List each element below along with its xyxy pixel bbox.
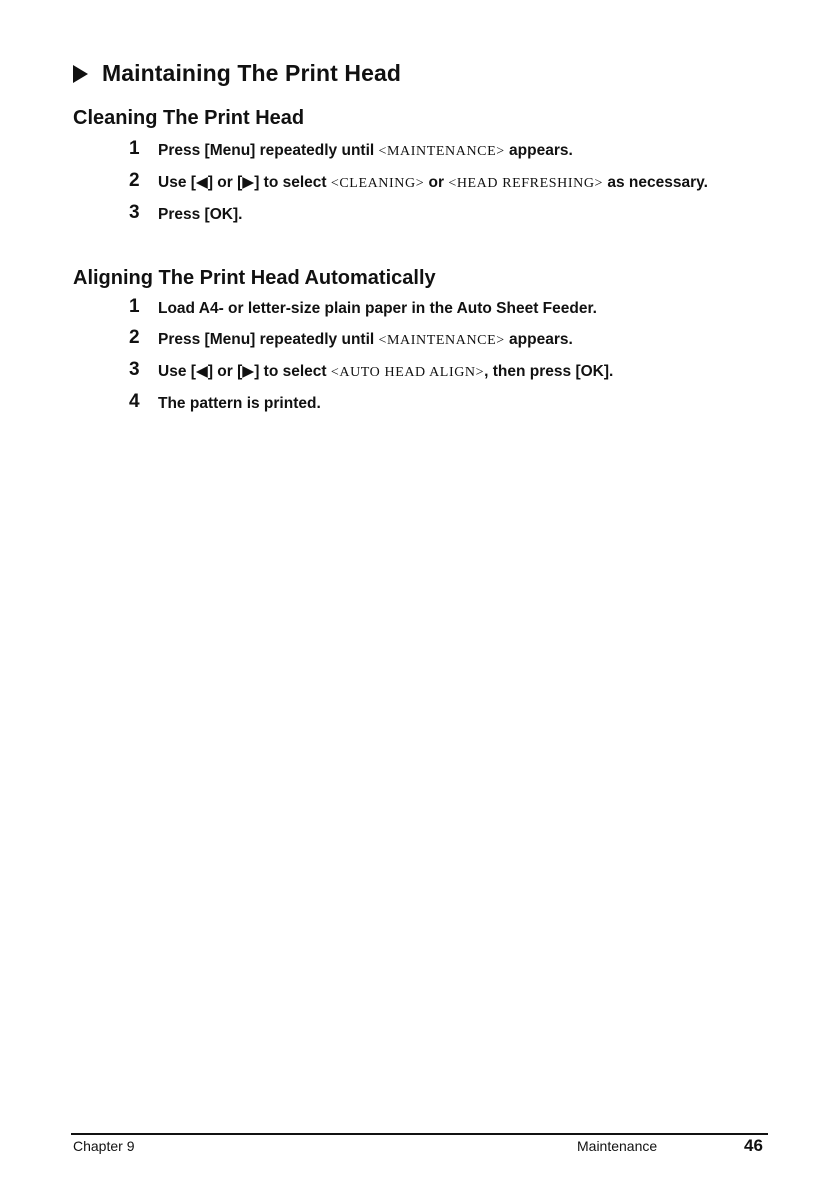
step-number: 2 [129,327,140,348]
step-number: 2 [129,170,140,191]
step-number: 1 [129,296,140,317]
section-title-cleaning: Cleaning The Print Head [73,107,305,129]
page-title-text: Maintaining The Print Head [102,60,402,86]
left-arrow-icon: ◀ [195,174,208,191]
lcd-message: <MAINTENANCE> [378,333,505,348]
footer-section: Maintenance [577,1138,658,1154]
step-item: 1 Load A4- or letter-size plain paper in the Auto Sheet Feeder. [129,296,597,317]
aligning-steps-list [0,298,838,424]
page-number: 46 [744,1136,763,1155]
step-item: 3 Use [◀] or [▶] to select <AUTO HEAD ALIGN>, then press [OK]. [129,359,614,380]
step-item: 2 Use [◀] or [▶] to select <CLEANING> or <HEAD REFRESHING> as necessary. [129,170,708,191]
section-title-aligning: Aligning The Print Head Automatically [73,267,436,289]
step-number: 4 [129,391,140,412]
step-item: 2 Press [Menu] repeatedly until <MAINTENANCE> appears. [129,327,573,348]
lcd-message: <CLEANING> [330,176,425,191]
footer-chapter: Chapter 9 [73,1138,135,1154]
step-number: 3 [129,359,140,380]
right-arrow-icon: ▶ [242,363,255,380]
cleaning-steps-list [0,140,838,235]
lcd-message: <HEAD REFRESHING> [448,176,604,191]
step-item: 3 Press [OK]. [129,202,243,223]
footer-divider [71,1133,768,1135]
page-title [73,60,401,87]
lcd-message: <MAINTENANCE> [378,144,505,159]
left-arrow-icon: ◀ [195,363,208,380]
step-number: 3 [129,202,140,223]
step-number: 1 [129,138,140,159]
right-arrow-icon: ▶ [242,174,255,191]
lcd-message: <AUTO HEAD ALIGN> [330,365,485,380]
step-item: 1 Press [Menu] repeatedly until <MAINTENANCE> appears. [129,138,573,159]
step-item: 4 The pattern is printed. [129,391,321,412]
triangle-right-icon [73,65,88,83]
